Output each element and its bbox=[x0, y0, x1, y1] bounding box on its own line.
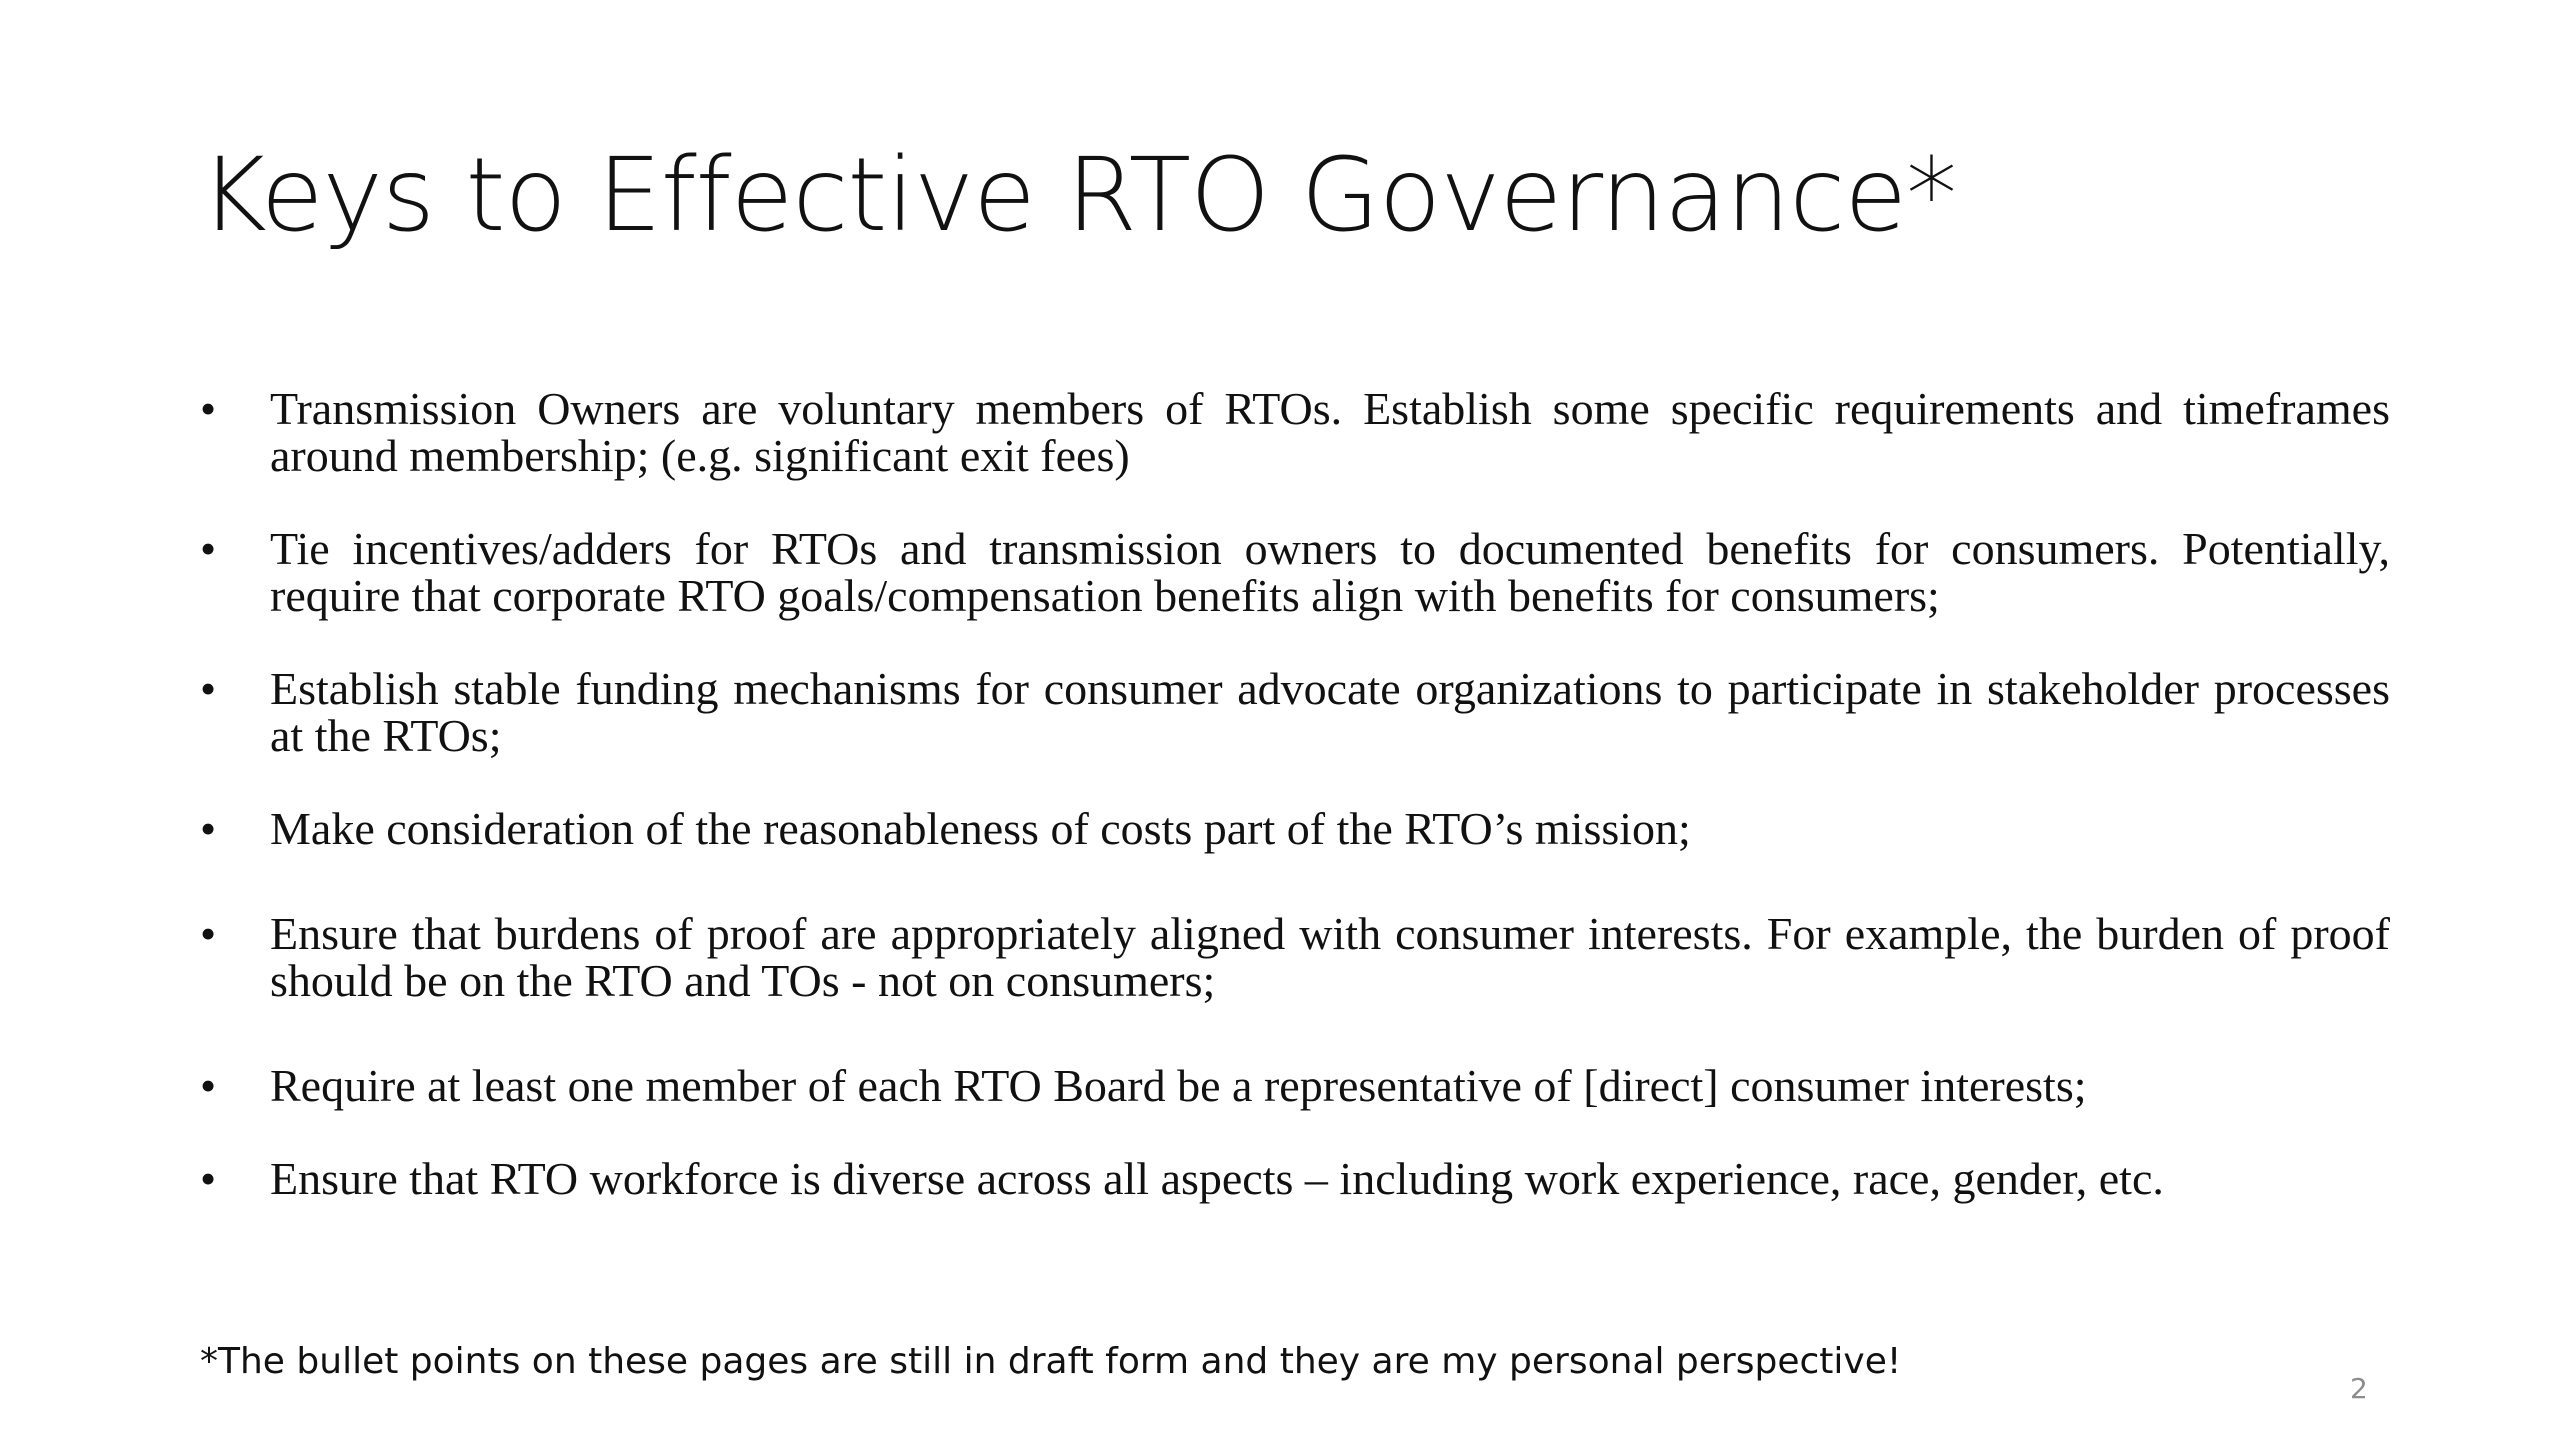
bullet-item: • Tie incentives/adders for RTOs and transmission owners to documented benefits for consumers. Potentially, require that corporate RTO goals/compensation benefits align with benefits for consumers; bbox=[200, 525, 2390, 619]
footnote: *The bullet points on these pages are still in draft form and they are my personal perspective! bbox=[200, 1341, 1902, 1382]
bullet-item: • Require at least one member of each RTO Board be a representative of [direct] consumer interests; bbox=[200, 1062, 2390, 1109]
bullet-item: • Transmission Owners are voluntary members of RTOs. Establish some specific requirements and timeframes around membership; (e.g. significant exit fees) bbox=[200, 385, 2390, 479]
bullet-list bbox=[200, 385, 2390, 1202]
bullet-item: • Ensure that RTO workforce is diverse across all aspects – including work experience, race, gender, etc. bbox=[200, 1155, 2390, 1202]
slide-title: Keys to Effective RTO Governance* bbox=[200, 136, 1957, 255]
bullet-item: • Make consideration of the reasonableness of costs part of the RTO’s mission; bbox=[200, 805, 2390, 852]
page-number: 2 bbox=[2350, 1372, 2368, 1405]
bullet-item: • Ensure that burdens of proof are appropriately aligned with consumer interests. For example, the burden of proof should be on the RTO and TOs - not on consumers; bbox=[200, 910, 2390, 1004]
bullet-item: • Establish stable funding mechanisms for consumer advocate organizations to participate in stakeholder processes at the RTOs; bbox=[200, 665, 2390, 759]
